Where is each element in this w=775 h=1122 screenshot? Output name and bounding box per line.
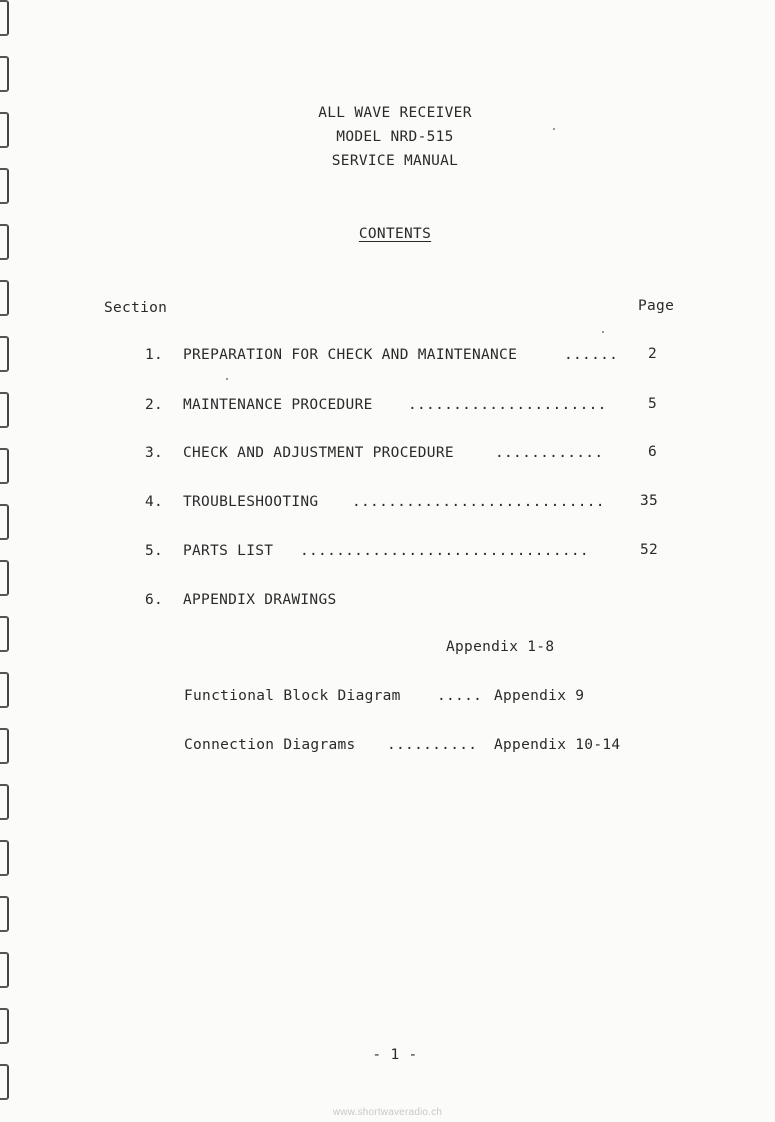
binding-ring — [0, 784, 9, 820]
section-number: 1. — [145, 347, 164, 363]
binding-ring — [0, 560, 9, 596]
binding-ring — [0, 616, 9, 652]
leader-dots: ...... — [564, 347, 619, 363]
section-number: 5. — [145, 543, 164, 559]
section-page: 5 — [648, 396, 658, 412]
header-title: ALL WAVE RECEIVER — [318, 105, 472, 121]
section-column-header: Section — [104, 300, 168, 316]
header-model: MODEL NRD-515 — [336, 129, 454, 145]
binding-ring — [0, 840, 9, 876]
appendix-item-label[interactable]: Functional Block Diagram — [184, 688, 401, 704]
appendix-item-label[interactable]: Connection Diagrams — [184, 737, 356, 753]
contents-title: CONTENTS — [358, 226, 432, 242]
binding-ring — [0, 448, 9, 484]
binding-ring — [0, 336, 9, 372]
scan-speck — [602, 331, 604, 333]
section-title[interactable]: MAINTENANCE PROCEDURE — [183, 397, 373, 413]
binding-ring — [0, 504, 9, 540]
binding-ring — [0, 280, 9, 316]
section-title[interactable]: CHECK AND ADJUSTMENT PROCEDURE — [183, 445, 454, 461]
leader-dots: ...................... — [408, 397, 607, 413]
binding-ring — [0, 952, 9, 988]
section-title[interactable]: APPENDIX DRAWINGS — [183, 592, 337, 608]
leader-dots: ..... — [437, 688, 483, 704]
section-title[interactable]: PARTS LIST — [183, 543, 274, 559]
leader-dots: ................................ — [300, 543, 589, 559]
section-title[interactable]: PREPARATION FOR CHECK AND MAINTENANCE — [183, 347, 518, 363]
binding-ring — [0, 896, 9, 932]
scan-speck — [226, 378, 228, 380]
page-number: - 1 - — [372, 1047, 418, 1063]
page-column-header: Page — [638, 298, 675, 314]
appendix-item-ref: Appendix 9 — [494, 688, 585, 704]
section-number: 2. — [145, 397, 164, 413]
section-number: 6. — [145, 592, 164, 608]
binding-ring — [0, 1008, 9, 1044]
binding-ring — [0, 728, 9, 764]
leader-dots: .......... — [387, 737, 478, 753]
scan-speck — [553, 128, 555, 130]
binding-ring — [0, 56, 9, 92]
section-number: 3. — [145, 445, 164, 461]
section-title[interactable]: TROUBLESHOOTING — [183, 494, 319, 510]
section-number: 4. — [145, 494, 164, 510]
leader-dots: ............ — [495, 445, 604, 461]
binding-ring — [0, 168, 9, 204]
binding-ring — [0, 0, 9, 36]
section-page: 6 — [648, 444, 658, 460]
section-page: 2 — [648, 346, 658, 362]
binding-ring — [0, 672, 9, 708]
leader-dots: ............................ — [352, 494, 605, 510]
appendix-range: Appendix 1-8 — [446, 639, 555, 655]
binding-ring — [0, 1064, 9, 1100]
binding-ring — [0, 392, 9, 428]
section-page: 52 — [640, 542, 659, 558]
watermark: www.shortwaveradio.ch — [332, 1107, 443, 1118]
section-page: 35 — [640, 493, 659, 509]
header-manual: SERVICE MANUAL — [331, 153, 459, 169]
appendix-item-ref: Appendix 10-14 — [494, 737, 621, 753]
